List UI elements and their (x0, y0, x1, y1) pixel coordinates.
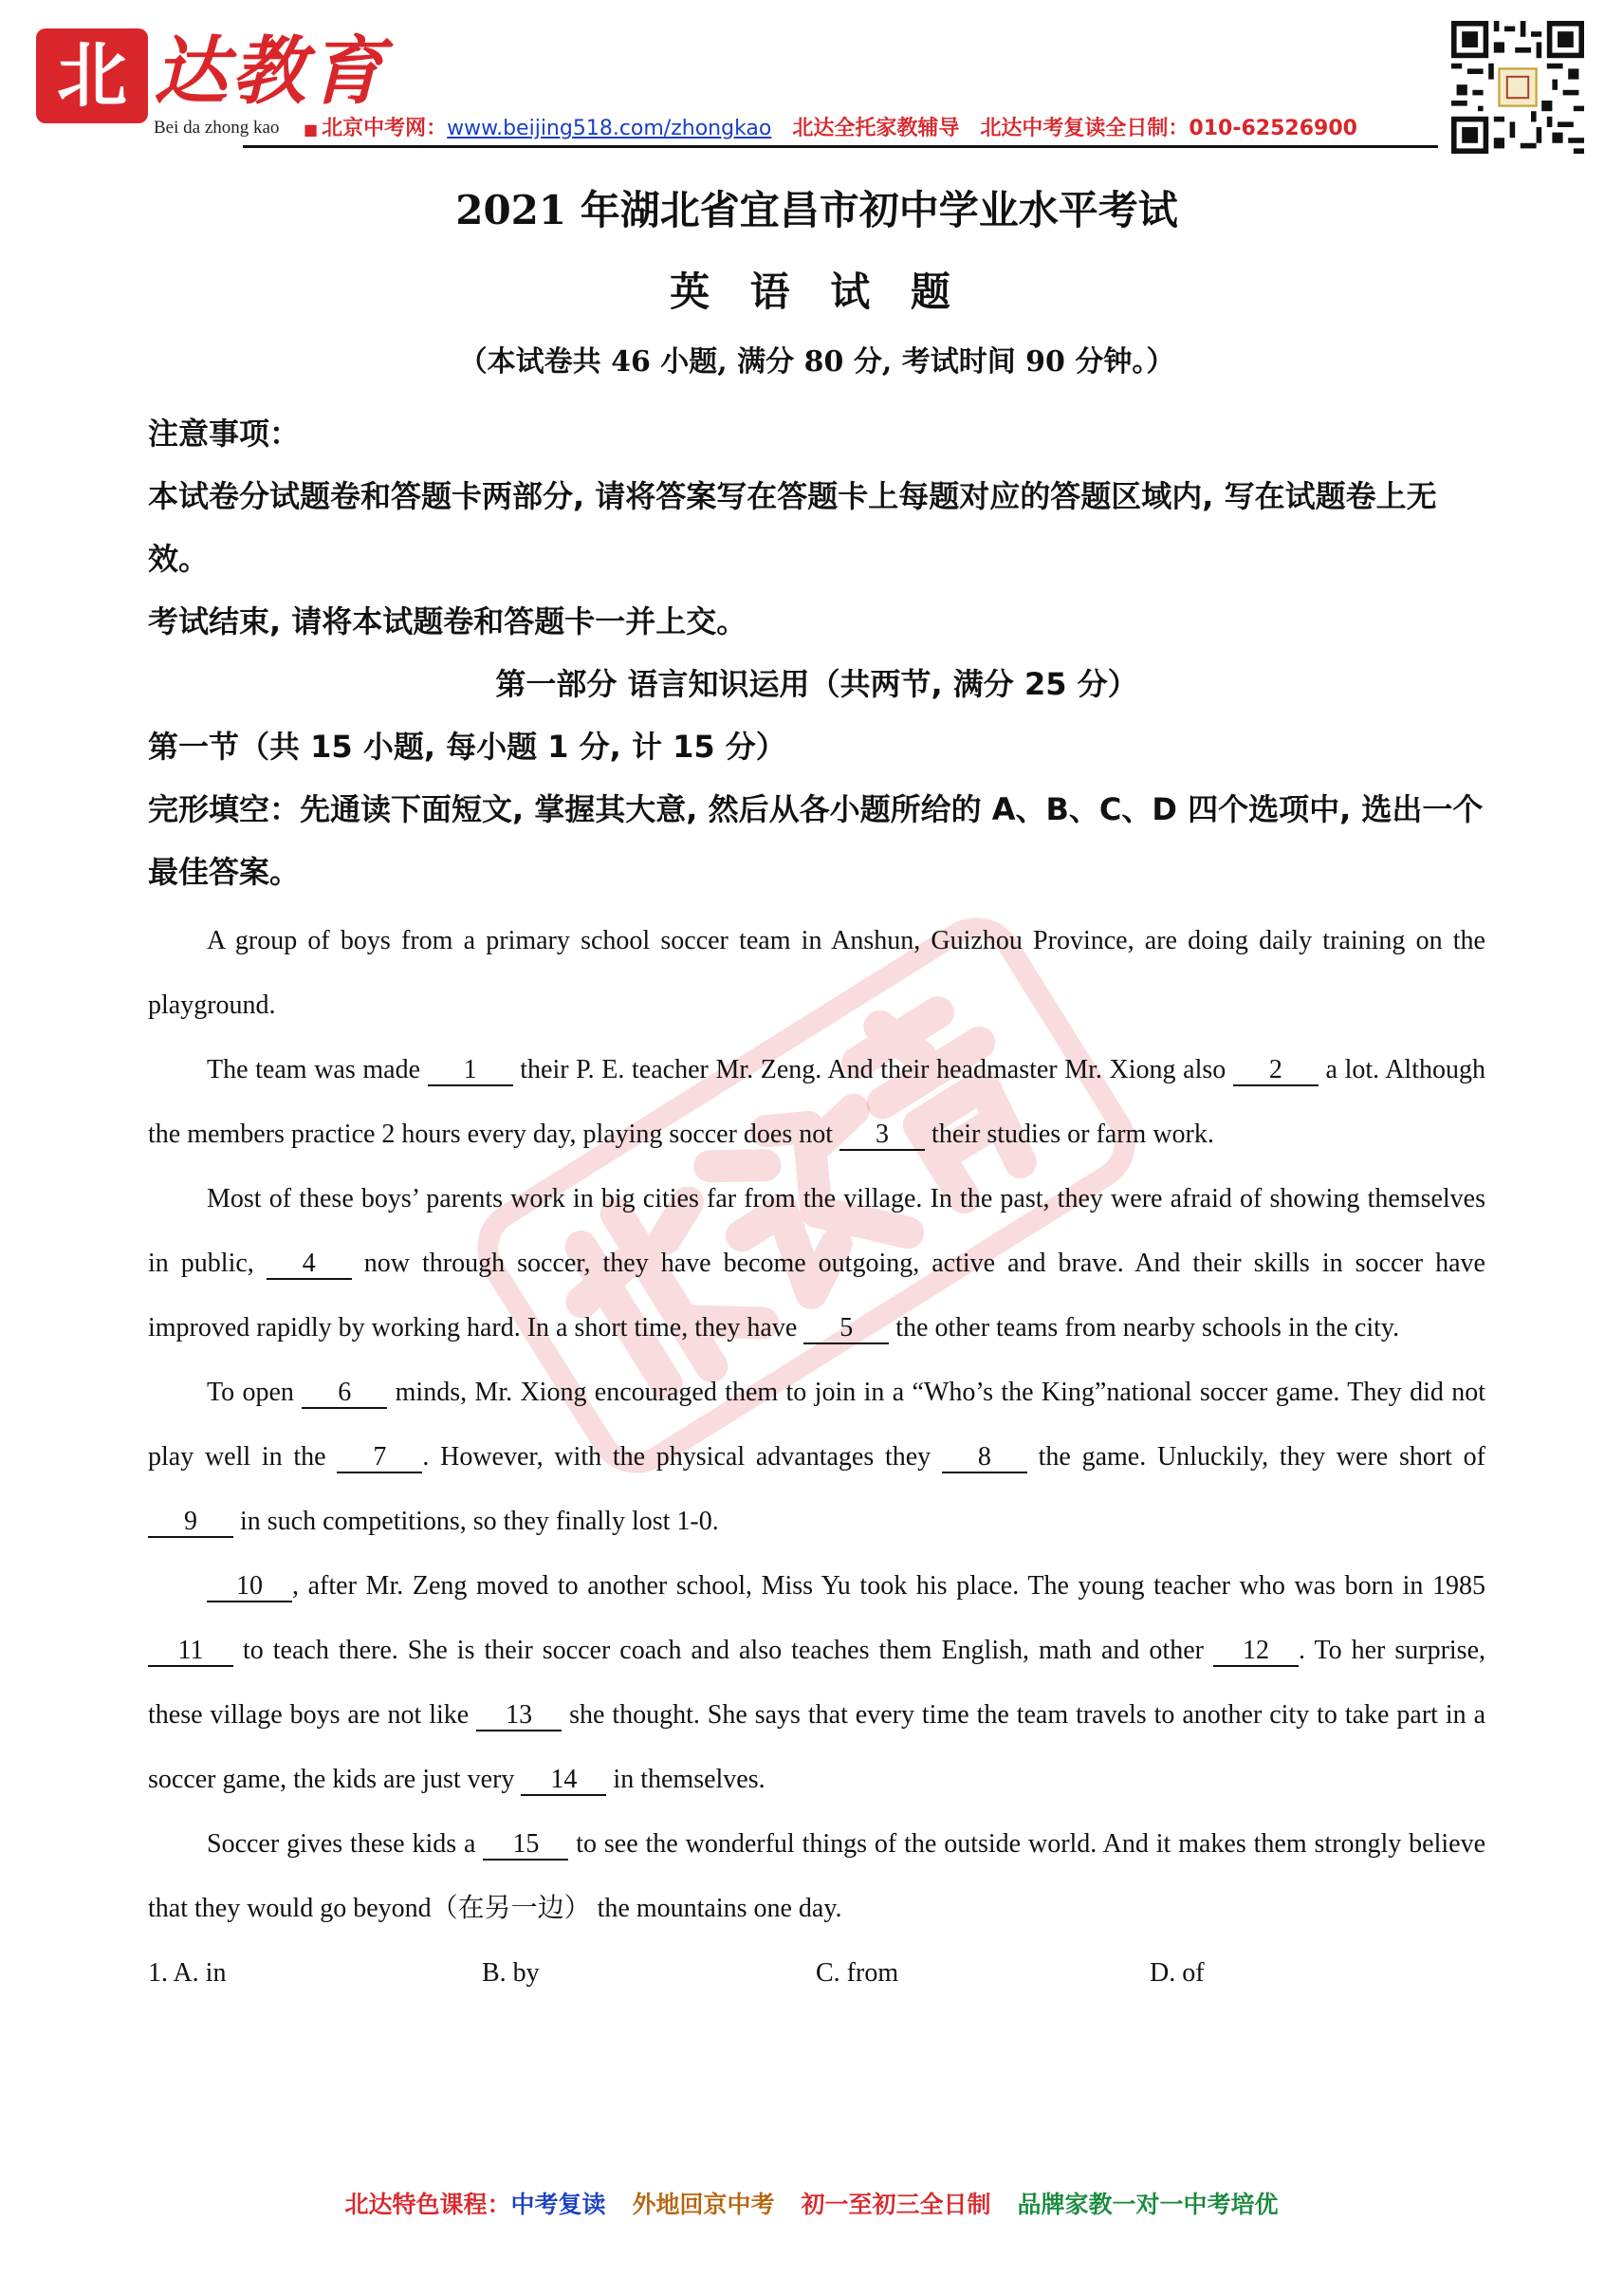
option-c: C. from (816, 1958, 899, 1988)
zhongkao-link[interactable]: www.beijing518.com/zhongkao (447, 117, 772, 140)
passage-paragraph-4: To open 6 minds, Mr. Xiong encouraged them to join in a “Who’s the King”national soccer game. They did not play well in the 7 . However, with the physical advantages they 8 the game. Unluckily, they were short of 9 in such competitions, so they finally lost 1-0. (148, 1378, 1486, 1536)
option-d: D. of (1150, 1958, 1205, 1988)
logo-pinyin: Bei da zhong kao (154, 118, 280, 138)
blank-15: 15 (483, 1830, 568, 1861)
qr-code-icon (1451, 21, 1584, 154)
passage-paragraph-6: Soccer gives these kids a 15 to see the wonderful things of the outside world. And it makes them strongly believe that they would go beyond（在另一边） the mountains one day. (148, 1829, 1485, 1923)
option-b: B. by (482, 1958, 540, 1988)
exam-info: （本试卷共 46 小题, 满分 80 分, 考试时间 90 分钟。） (458, 345, 1175, 379)
header-links (304, 112, 1357, 141)
notes-heading: 注意事项： (148, 416, 301, 452)
blank-6: 6 (302, 1379, 387, 1409)
question-1-options (148, 1941, 1485, 2006)
part-title: 第一部分 语言知识运用（共两节, 满分 25 分） (495, 666, 1138, 702)
blank-8: 8 (942, 1443, 1027, 1473)
cloze-instruction: 完形填空：先通读下面短文, 掌握其大意, 然后从各小题所给的 A、B、C、D 四个选项中, 选出一个最佳答案。 (148, 791, 1484, 890)
blank-12: 12 (1213, 1637, 1299, 1667)
logo-text: 达教育 (154, 29, 388, 115)
passage-paragraph-2: The team was made 1 their P. E. teacher Mr. Zeng. And their headmaster Mr. Xiong also 2 a lot. Although the members practice 2 hours every day, playing soccer does not 3 their studies or farm work. (148, 1055, 1485, 1149)
option-a: 1. A. in (148, 1958, 227, 1988)
blank-13: 13 (476, 1701, 562, 1731)
logo-mark: 北 (36, 28, 148, 123)
note-line-2: 考试结束, 请将本试题卷和答题卡一并上交。 (148, 603, 747, 639)
phone-number: 010-62526900 (1189, 117, 1357, 140)
footer-label: 北达特色课程： (344, 2191, 511, 2218)
blank-14: 14 (521, 1766, 606, 1796)
passage-paragraph-3: Most of these boys’ parents work in big cities far from the village. In the past, they were afraid of showing themselves in public, 4 now through soccer, they have become outgoing, active and brave. And their skills in soccer have improved rapidly by working hard. In a short time, they have 5 the other teams from nearby schools in the city. (148, 1184, 1485, 1342)
passage-paragraph-5: 10 , after Mr. Zeng moved to another school, Miss Yu took his place. The young teacher who was born in 1985 11 to teach there. She is their soccer coach and also teaches them English, math and other 12 . To her surprise, these village boys are not like 13 she thought. She says that every time the team travels to another city to take part in a soccer game, the kids are just very 14 in themselves. (148, 1571, 1486, 1794)
blank-3: 3 (839, 1120, 925, 1151)
exam-title: 2021 年湖北省宜昌市初中学业水平考试 (455, 187, 1178, 233)
zhongkao-label: 北京中考网： (322, 117, 448, 140)
blank-10: 10 (207, 1572, 292, 1602)
square-bullet-icon: ■ (304, 120, 319, 139)
blank-7: 7 (337, 1443, 422, 1473)
blank-1: 1 (428, 1056, 513, 1086)
blank-2: 2 (1233, 1056, 1319, 1086)
footer-course-3: 初一至初三全日制 (801, 2191, 991, 2218)
exam-content (148, 171, 1485, 2006)
section-title: 第一节（共 15 小题, 每小题 1 分, 计 15 分） (148, 729, 786, 765)
fulltime-label: 北达中考复读全日制： (980, 117, 1190, 140)
blank-4: 4 (267, 1250, 352, 1280)
footer-course-4: 品牌家教一对一中考培优 (1017, 2191, 1279, 2218)
footer-course-1: 中考复读 (510, 2191, 606, 2218)
footer-course-2: 外地回京中考 (632, 2191, 775, 2218)
tutoring-text: 北达全托家教辅导 (792, 117, 960, 140)
blank-5: 5 (803, 1314, 889, 1344)
note-line-1: 本试卷分试题卷和答题卡两部分, 请将答案写在答题卡上每题对应的答题区域内, 写在试题卷上无效。 (148, 478, 1437, 577)
passage-paragraph-1: A group of boys from a primary school soccer team in Anshun, Guizhou Province, are doing daily training on the playground. (148, 926, 1485, 1020)
page-header (0, 0, 1623, 161)
blank-11: 11 (148, 1637, 233, 1667)
header-divider (243, 145, 1438, 148)
page-footer (0, 2186, 1623, 2220)
subject-title: 英 语 试 题 (670, 268, 964, 315)
blank-9: 9 (148, 1508, 233, 1538)
